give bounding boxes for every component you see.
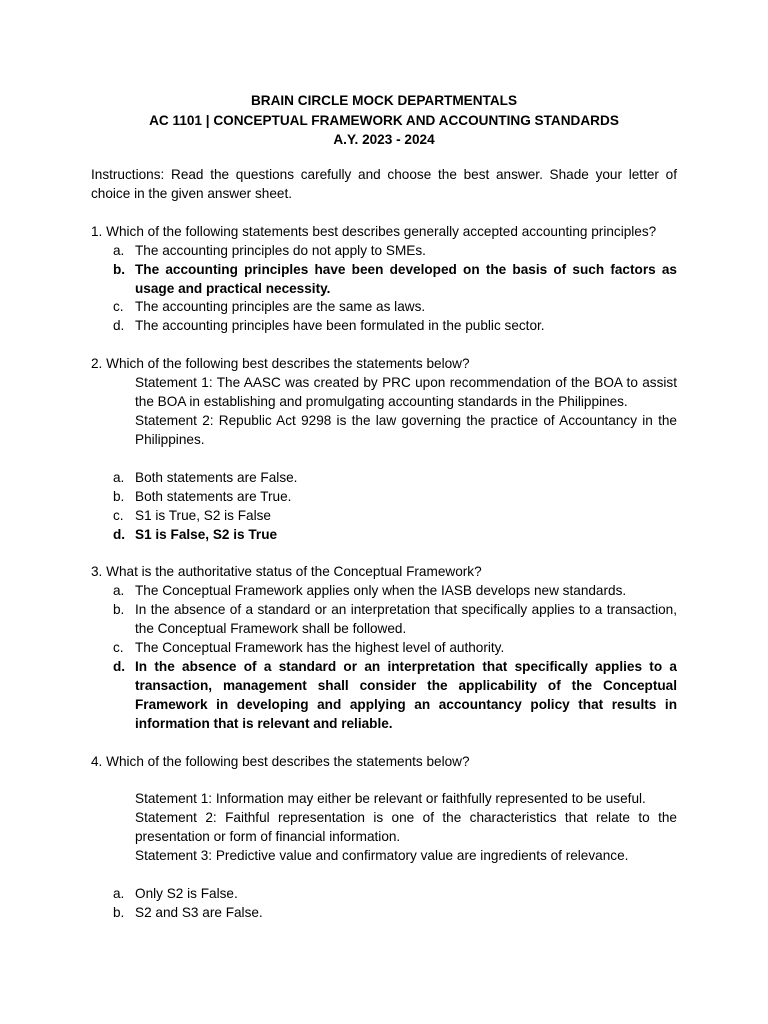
statement-2: Statement 2: Faithful representation is one of the characteristics that relate to the presentation or form of financial information.: [135, 810, 677, 845]
choice-d: d. The accounting principles have been formulated in the public sector.: [113, 318, 545, 334]
choice-c: c. The accounting principles are the same as laws.: [113, 299, 426, 315]
choice-c: c. The Conceptual Framework has the highest level of authority.: [113, 640, 505, 656]
document-header: [0, 91, 768, 150]
question-text: 4. Which of the following best describes the statements below?: [91, 753, 470, 769]
statement-1: Statement 1: Information may either be relevant or faithfully represented to be useful.: [135, 791, 646, 807]
statement-2: Statement 2: Republic Act 9298 is the law governing the practice of Accountancy in the Philippines.: [135, 412, 677, 447]
choice-c: c. S1 is True, S2 is False: [113, 507, 271, 523]
statement-1: Statement 1: The AASC was created by PRC upon recommendation of the BOA to assist the BOA in establishing and promulgating accounting standards in the Philippines.: [135, 375, 677, 410]
statement-3: Statement 3: Predictive value and confirmatory value are ingredients of relevance.: [135, 848, 629, 864]
choice-a: a. Only S2 is False.: [113, 886, 238, 902]
choice-b-answer: b. The accounting principles have been developed on the basis of such factors as usage and practical necessity.: [113, 261, 677, 296]
statements: [135, 374, 677, 450]
choice-b: b. In the absence of a standard or an interpretation that specifically applies to a transaction, the Conceptual Framework shall be followed.: [113, 602, 677, 637]
choice-list: [91, 242, 677, 337]
statements: [135, 790, 677, 866]
question-1: [91, 223, 677, 336]
header-academic-year: A.Y. 2023 - 2024: [333, 132, 435, 147]
document-body: [91, 166, 677, 923]
choice-b: b. Both statements are True.: [113, 488, 292, 504]
question-text: 2. Which of the following best describes the statements below?: [91, 356, 470, 372]
question-text: 1. Which of the following statements best describes generally accepted accounting principles?: [91, 223, 657, 239]
question-2: [91, 355, 677, 544]
choice-d-answer: d. S1 is False, S2 is True: [113, 526, 278, 542]
choice-list: [91, 885, 677, 923]
choice-b: b. S2 and S3 are False.: [113, 905, 263, 920]
question-3: [91, 563, 677, 733]
question-4: [91, 753, 677, 923]
instructions: Instructions: Read the questions carefully and choose the best answer. Shade your letter of choice in the given answer sheet.: [91, 167, 677, 201]
question-text: 3. What is the authoritative status of the Conceptual Framework?: [91, 564, 482, 580]
choice-d-answer: d. In the absence of a standard or an interpretation that specifically applies to a transaction, management shall consider the applicability of the Conceptual Framework in developing and applying an accountancy policy that results in information that is relevant and reliable.: [113, 658, 677, 731]
choice-a: a. The accounting principles do not apply to SMEs.: [113, 242, 426, 258]
choice-list: [91, 469, 677, 545]
header-title: BRAIN CIRCLE MOCK DEPARTMENTALS: [250, 93, 518, 108]
choice-a: a. The Conceptual Framework applies only when the IASB develops new standards.: [113, 583, 627, 599]
choice-list: [91, 582, 677, 733]
header-course: AC 1101 | CONCEPTUAL FRAMEWORK AND ACCOUNTING STANDARDS: [149, 112, 619, 128]
choice-a: a. Both statements are False.: [113, 469, 298, 485]
